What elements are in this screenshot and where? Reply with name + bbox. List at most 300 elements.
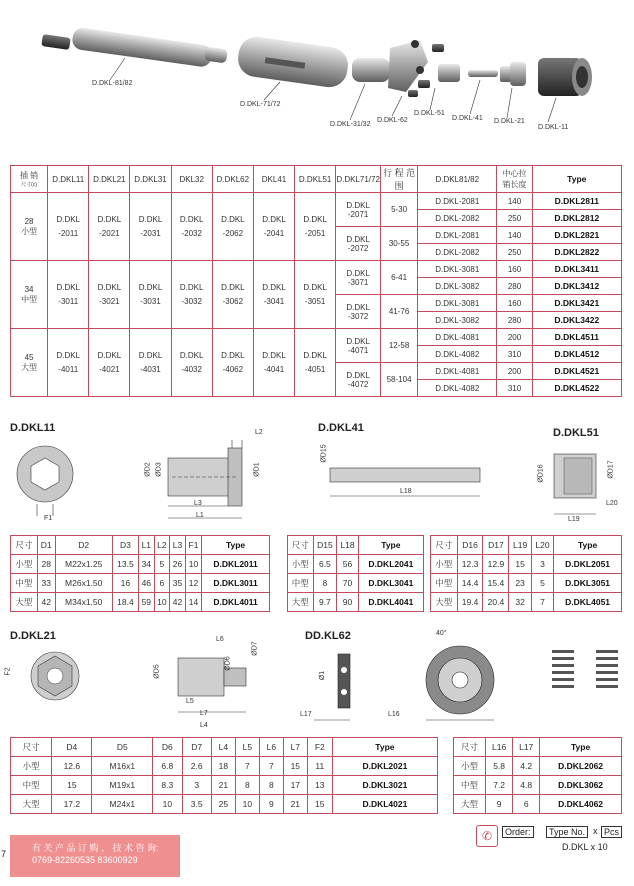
tbl11-cell: 59 [139,593,155,612]
tbl11-cell: 35 [170,574,186,593]
dim-l20: L20 [606,500,618,507]
tbl21-cell: M16x1 [92,757,153,776]
tbl11-cell: M34x1.50 [55,593,112,612]
th-dkl71: D.DKL71/72 [336,166,381,193]
pin-length-cell: 250 [497,244,532,261]
size-class: 小型 [21,226,38,236]
pin-length-cell: 280 [497,312,532,329]
dim-f1: F1 [44,515,53,522]
part-number-cell: D.DKL -2051 [295,193,336,261]
tbl11-cell: 10 [154,593,170,612]
size-class: 中型 [21,294,38,304]
tbl51-header-cell: 尺寸 [431,536,458,555]
tbl11-header-cell: 尺寸 [11,536,38,555]
table-row [11,593,270,612]
tbl11-cell: 42 [37,593,55,612]
tbl51-cell: 19.4 [457,593,483,612]
title-dkl62: DD.KL62 [305,630,351,642]
dim-f2: F2 [4,667,12,676]
label-dkl11: D.DKL-11 [538,124,569,131]
type-cell: D.DKL2822 [532,244,621,261]
table-row [11,757,438,776]
tbl62-header-cell: 尺寸 [454,738,486,757]
size-class: 大型 [21,362,38,372]
dkl41-table [287,535,424,612]
table-row [454,757,622,776]
dkl41-drawing [316,438,496,508]
tbl21-header-cell: L5 [235,738,259,757]
tbl41-header-cell: Type [358,536,423,555]
tbl11-header-cell: D3 [112,536,138,555]
th-dkl41: DKL41 [253,166,294,193]
table-row [288,574,424,593]
part-number-cell: D.DKL -3041 [253,261,294,329]
dkl62-drawing [300,640,630,730]
label-dkl81: D.DKL-81/82 [92,80,133,87]
label-dkl31: D.DKL-31/32 [330,121,371,128]
tbl51-cell: D.DKL3051 [554,574,622,593]
tbl11-cell: 10 [185,555,201,574]
tbl21-cell: 7 [259,757,283,776]
main-table-row [11,329,622,346]
tbl21-cell: 21 [211,776,235,795]
tbl11-cell: 18.4 [112,593,138,612]
tbl11-cell: 中型 [11,574,38,593]
tbl51-cell: 3 [531,555,553,574]
tbl21-cell: 3 [182,776,211,795]
table-row [431,593,622,612]
contact-line1: 有 关 产 品 订 购 、 技 术 咨 询: [32,843,159,853]
tbl21-header-cell: L6 [259,738,283,757]
type-cell: D.DKL2812 [532,210,621,227]
pin-length-cell: 310 [497,380,532,397]
dkl71-cell: D.DKL -4071 [336,329,381,363]
dkl71-cell: D.DKL -3072 [336,295,381,329]
part-number-cell: D.DKL -3021 [89,261,130,329]
tbl21-cell: 8.3 [153,776,182,795]
part-number-cell: D.DKL -2041 [253,193,294,261]
tbl51-cell: 23 [509,574,531,593]
tbl21-cell: 15 [52,776,92,795]
tbl62-cell: 5.8 [486,757,513,776]
part-dkl41-illustration [468,70,498,77]
tbl62-header-cell: L16 [486,738,513,757]
tbl51-cell: D.DKL4051 [554,593,622,612]
tbl62-cell: 7.2 [486,776,513,795]
page-number: 7 [1,849,7,859]
dkl81-cell: D.DKL-4081 [418,329,497,346]
table-row [11,776,438,795]
title-dkl41: D.DKL41 [318,422,364,434]
th-range: 行 程 范 围 [381,166,418,193]
dkl71-cell: D.DKL -2071 [336,193,381,227]
phone-icon: ✆ [476,825,498,847]
type-cell: D.DKL3412 [532,278,621,295]
main-table-row [11,261,622,278]
part-dkl11-illustration [538,58,592,96]
tbl11-cell: 26 [170,555,186,574]
dim-l19: L19 [568,516,580,523]
dkl81-cell: D.DKL-3082 [418,312,497,329]
part-number-cell: D.DKL -2011 [48,193,89,261]
part-number-cell: D.DKL -4062 [212,329,253,397]
th-pin-length: 中心拉 销长度 [497,166,532,193]
tbl11-cell: M26x1.50 [55,574,112,593]
tbl21-cell: M19x1 [92,776,153,795]
part-number-cell: D.DKL -4032 [171,329,212,397]
part-number-cell: D.DKL -2021 [89,193,130,261]
tbl41-cell: D.DKL4041 [358,593,423,612]
dim-l3: L3 [194,500,202,507]
tbl51-cell: 14.4 [457,574,483,593]
th-dkl62: D.DKL62 [212,166,253,193]
dkl51-table [430,535,622,612]
type-cell: D.DKL2811 [532,193,621,210]
dim-l4: L4 [200,722,208,729]
tbl11-header-cell: L1 [139,536,155,555]
tbl21-header-cell: F2 [307,738,332,757]
tbl11-header-cell: L2 [154,536,170,555]
table-row [288,555,424,574]
label-dkl51: D.DKL-51 [414,110,445,117]
tbl21-cell: D.DKL3021 [332,776,437,795]
tbl21-cell: 10 [235,795,259,814]
part-dkl51-illustration [438,64,460,82]
dkl81-cell: D.DKL-3081 [418,261,497,278]
table-row [11,555,270,574]
th-dkl31: D.DKL31 [130,166,171,193]
dkl21-drawing [10,640,260,730]
label-dkl21: D.DKL-21 [494,118,525,125]
tbl11-cell: D.DKL4011 [202,593,270,612]
order-type-no: Type No. [546,826,588,838]
dim-d16: ØD16 [537,464,545,483]
label-dkl62: D.DKL-62 [377,117,408,124]
type-cell: D.DKL4522 [532,380,621,397]
dim-d1-62: Ø1 [319,670,327,681]
main-table-row [11,193,622,210]
tbl21-header-cell: L4 [211,738,235,757]
tbl11-cell: 33 [37,574,55,593]
tbl11-header-cell: D1 [37,536,55,555]
tbl51-cell: 15 [509,555,531,574]
tbl21-cell: M24x1 [92,795,153,814]
tbl41-header-cell: 尺寸 [288,536,314,555]
dim-l18: L18 [400,488,412,495]
pin-length-cell: 280 [497,278,532,295]
dim-d7: ØD7 [251,641,259,656]
type-cell: D.DKL3411 [532,261,621,278]
tbl21-cell: 15 [283,757,307,776]
tbl62-cell: 小型 [454,757,486,776]
range-cell: 30-55 [381,227,418,261]
tbl41-cell: 70 [337,574,359,593]
table-row [11,795,438,814]
tbl21-header-cell: Type [332,738,437,757]
tbl11-cell: 28 [37,555,55,574]
range-cell: 12-58 [381,329,418,363]
tbl11-header-cell: D2 [55,536,112,555]
tbl11-cell: 6 [154,574,170,593]
tbl41-header-cell: L18 [337,536,359,555]
tbl62-cell: D.DKL4062 [540,795,622,814]
tbl11-header-cell: Type [202,536,270,555]
dim-d17: ØD17 [607,460,615,479]
th-type: Type [532,166,621,193]
part-number-cell: D.DKL -3011 [48,261,89,329]
tbl41-cell: 8 [313,574,337,593]
dkl21-table [10,737,438,814]
dkl81-cell: D.DKL-2082 [418,210,497,227]
size-value: 34 [24,284,34,294]
label-dkl41: D.DKL-41 [452,115,483,122]
pin-length-cell: 140 [497,227,532,244]
dkl81-cell: D.DKL-2081 [418,227,497,244]
tbl21-cell: 中型 [11,776,52,795]
tbl41-cell: 9.7 [313,593,337,612]
contact-box [10,835,180,877]
tbl21-cell: 6.8 [153,757,182,776]
tbl11-header-cell: L3 [170,536,186,555]
order-example: D.DKL x 10 [562,842,608,852]
tbl21-header-cell: L7 [283,738,307,757]
dim-l17: L17 [300,711,312,718]
tbl62-cell: 9 [486,795,513,814]
part-number-cell: D.DKL -4041 [253,329,294,397]
dkl11-table [10,535,270,612]
dkl81-cell: D.DKL-4081 [418,363,497,380]
tbl41-cell: D.DKL2041 [358,555,423,574]
tbl11-cell: M22x1.25 [55,555,112,574]
table-row [431,574,622,593]
tbl21-cell: 10 [153,795,182,814]
dkl81-cell: D.DKL-3082 [418,278,497,295]
tbl11-cell: 5 [154,555,170,574]
tbl51-cell: 5 [531,574,553,593]
tbl62-cell: 6 [513,795,540,814]
tbl41-cell: 大型 [288,593,314,612]
part-number-cell: D.DKL -2032 [171,193,212,261]
pin-length-cell: 140 [497,193,532,210]
tbl11-cell: D.DKL3011 [202,574,270,593]
tbl51-cell: 12.9 [483,555,509,574]
size-cell [11,193,48,261]
tbl11-cell: 大型 [11,593,38,612]
dim-l2: L2 [255,429,263,436]
title-dkl21: D.DKL21 [10,630,56,642]
table-row [431,555,622,574]
dkl71-cell: D.DKL -4072 [336,363,381,397]
part-number-cell: D.DKL -4031 [130,329,171,397]
title-dkl51: D.DKL51 [553,427,599,439]
table-row [454,776,622,795]
tbl21-cell: 17 [283,776,307,795]
type-cell: D.DKL3422 [532,312,621,329]
title-dkl11: D.DKL11 [10,422,56,434]
th-dkl21: D.DKL21 [89,166,130,193]
range-cell: 6-41 [381,261,418,295]
part-dkl71-illustration [236,35,350,90]
part-number-cell: D.DKL -3051 [295,261,336,329]
tbl41-header-cell: D15 [313,536,337,555]
th-dkl51: D.DKL51 [295,166,336,193]
tbl62-cell: D.DKL2062 [540,757,622,776]
tbl11-cell: 小型 [11,555,38,574]
dkl71-cell: D.DKL -3071 [336,261,381,295]
part-number-cell: D.DKL -4021 [89,329,130,397]
part-number-cell: D.DKL -2062 [212,193,253,261]
contact-phone: 0769-82260535 83600929 [32,855,138,865]
dkl81-cell: D.DKL-2081 [418,193,497,210]
tbl21-header-cell: D7 [182,738,211,757]
tbl41-cell: 56 [337,555,359,574]
tbl21-cell: 15 [307,795,332,814]
dkl81-cell: D.DKL-2082 [418,244,497,261]
tbl51-header-cell: D16 [457,536,483,555]
size-cell [11,329,48,397]
tbl21-cell: 大型 [11,795,52,814]
type-cell: D.DKL4511 [532,329,621,346]
th-dkl11: D.DKL11 [48,166,89,193]
tbl21-header-cell: D5 [92,738,153,757]
tbl21-cell: 13 [307,776,332,795]
dim-l1: L1 [196,512,204,519]
dim-l5: L5 [186,698,194,705]
dkl51-drawing [537,448,630,528]
dim-d15: ØD15 [320,444,328,463]
dkl81-cell: D.DKL-3081 [418,295,497,312]
tbl21-header-cell: D4 [52,738,92,757]
tbl51-cell: 20.4 [483,593,509,612]
part-dkl21-illustration [500,62,526,86]
tbl51-cell: 12.3 [457,555,483,574]
tbl11-cell: 16 [112,574,138,593]
tbl11-cell: 46 [139,574,155,593]
pin-length-cell: 250 [497,210,532,227]
tbl51-cell: 小型 [431,555,458,574]
dim-d2: ØD2 [144,462,152,477]
part-dkl31-illustration [352,40,428,92]
tbl51-header-cell: L19 [509,536,531,555]
tbl21-cell: 21 [283,795,307,814]
type-cell: D.DKL2821 [532,227,621,244]
tbl21-cell: 17.2 [52,795,92,814]
part-number-cell: D.DKL -2031 [130,193,171,261]
tbl21-cell: 8 [235,776,259,795]
tbl62-cell: 中型 [454,776,486,795]
tbl21-header-cell: D6 [153,738,182,757]
tbl62-cell: D.DKL3062 [540,776,622,795]
tbl41-cell: 小型 [288,555,314,574]
tbl62-header-cell: L17 [513,738,540,757]
order-pcs: Pcs [601,826,622,838]
tbl51-cell: D.DKL2051 [554,555,622,574]
tbl62-cell: 4.2 [513,757,540,776]
tbl62-cell: 大型 [454,795,486,814]
table-row [288,593,424,612]
dim-l6: L6 [216,636,224,643]
dim-d5: ØD5 [153,664,161,679]
dkl62-table [453,737,622,814]
th-dkl32: DKL32 [171,166,212,193]
tbl11-cell: 12 [185,574,201,593]
tbl21-cell: 11 [307,757,332,776]
dim-l16: L16 [388,711,400,718]
tbl51-header-cell: D17 [483,536,509,555]
size-value: 28 [24,216,34,226]
tbl21-header-cell: 尺寸 [11,738,52,757]
size-value: 45 [24,352,34,362]
tbl21-cell: 小型 [11,757,52,776]
type-cell: D.DKL4512 [532,346,621,363]
tbl11-cell: 13.5 [112,555,138,574]
tbl51-header-cell: L20 [531,536,553,555]
tbl41-cell: 90 [337,593,359,612]
pin-length-cell: 310 [497,346,532,363]
tbl51-cell: 中型 [431,574,458,593]
th-size: 插 销 尺寸(c) [11,166,48,193]
tbl41-cell: D.DKL3041 [358,574,423,593]
tbl51-cell: 7 [531,593,553,612]
tbl21-cell: 7 [235,757,259,776]
dim-d1: ØD1 [253,462,261,477]
tbl21-cell: 12.6 [52,757,92,776]
order-x: x [593,826,598,836]
tbl21-cell: 9 [259,795,283,814]
table-row [454,795,622,814]
tbl11-header-cell: F1 [185,536,201,555]
tbl41-cell: 6.5 [313,555,337,574]
dkl81-cell: D.DKL-4082 [418,346,497,363]
tbl51-cell: 15.4 [483,574,509,593]
tbl62-cell: 4.8 [513,776,540,795]
size-cell [11,261,48,329]
dkl81-cell: D.DKL-4082 [418,380,497,397]
tbl21-cell: 25 [211,795,235,814]
range-cell: 41-76 [381,295,418,329]
order-label: Order: [502,826,534,838]
main-spec-table [10,165,622,397]
type-cell: D.DKL4521 [532,363,621,380]
tbl21-cell: 8 [259,776,283,795]
pin-length-cell: 160 [497,295,532,312]
part-number-cell: D.DKL -3031 [130,261,171,329]
pin-length-cell: 200 [497,363,532,380]
part-number-cell: D.DKL -4051 [295,329,336,397]
part-number-cell: D.DKL -3062 [212,261,253,329]
range-cell: 58-104 [381,363,418,397]
tbl21-cell: 2.6 [182,757,211,776]
tbl21-cell: 3.5 [182,795,211,814]
dkl71-cell: D.DKL -2072 [336,227,381,261]
tbl51-cell: 32 [509,593,531,612]
tbl21-cell: D.DKL4021 [332,795,437,814]
tbl21-cell: D.DKL2021 [332,757,437,776]
tbl11-cell: 14 [185,593,201,612]
tbl11-cell: D.DKL2011 [202,555,270,574]
tbl11-cell: 34 [139,555,155,574]
label-dkl71: D.DKL-71/72 [240,101,281,108]
dim-d3: ØD3 [155,462,163,477]
th-dkl81: D.DKL81/82 [418,166,497,193]
pin-length-cell: 200 [497,329,532,346]
dim-d6: ØD6 [224,656,232,671]
part-number-cell: D.DKL -4011 [48,329,89,397]
dim-l7: L7 [200,710,208,717]
dim-angle: 40° [436,630,447,637]
part-number-cell: D.DKL -3032 [171,261,212,329]
pin-length-cell: 160 [497,261,532,278]
